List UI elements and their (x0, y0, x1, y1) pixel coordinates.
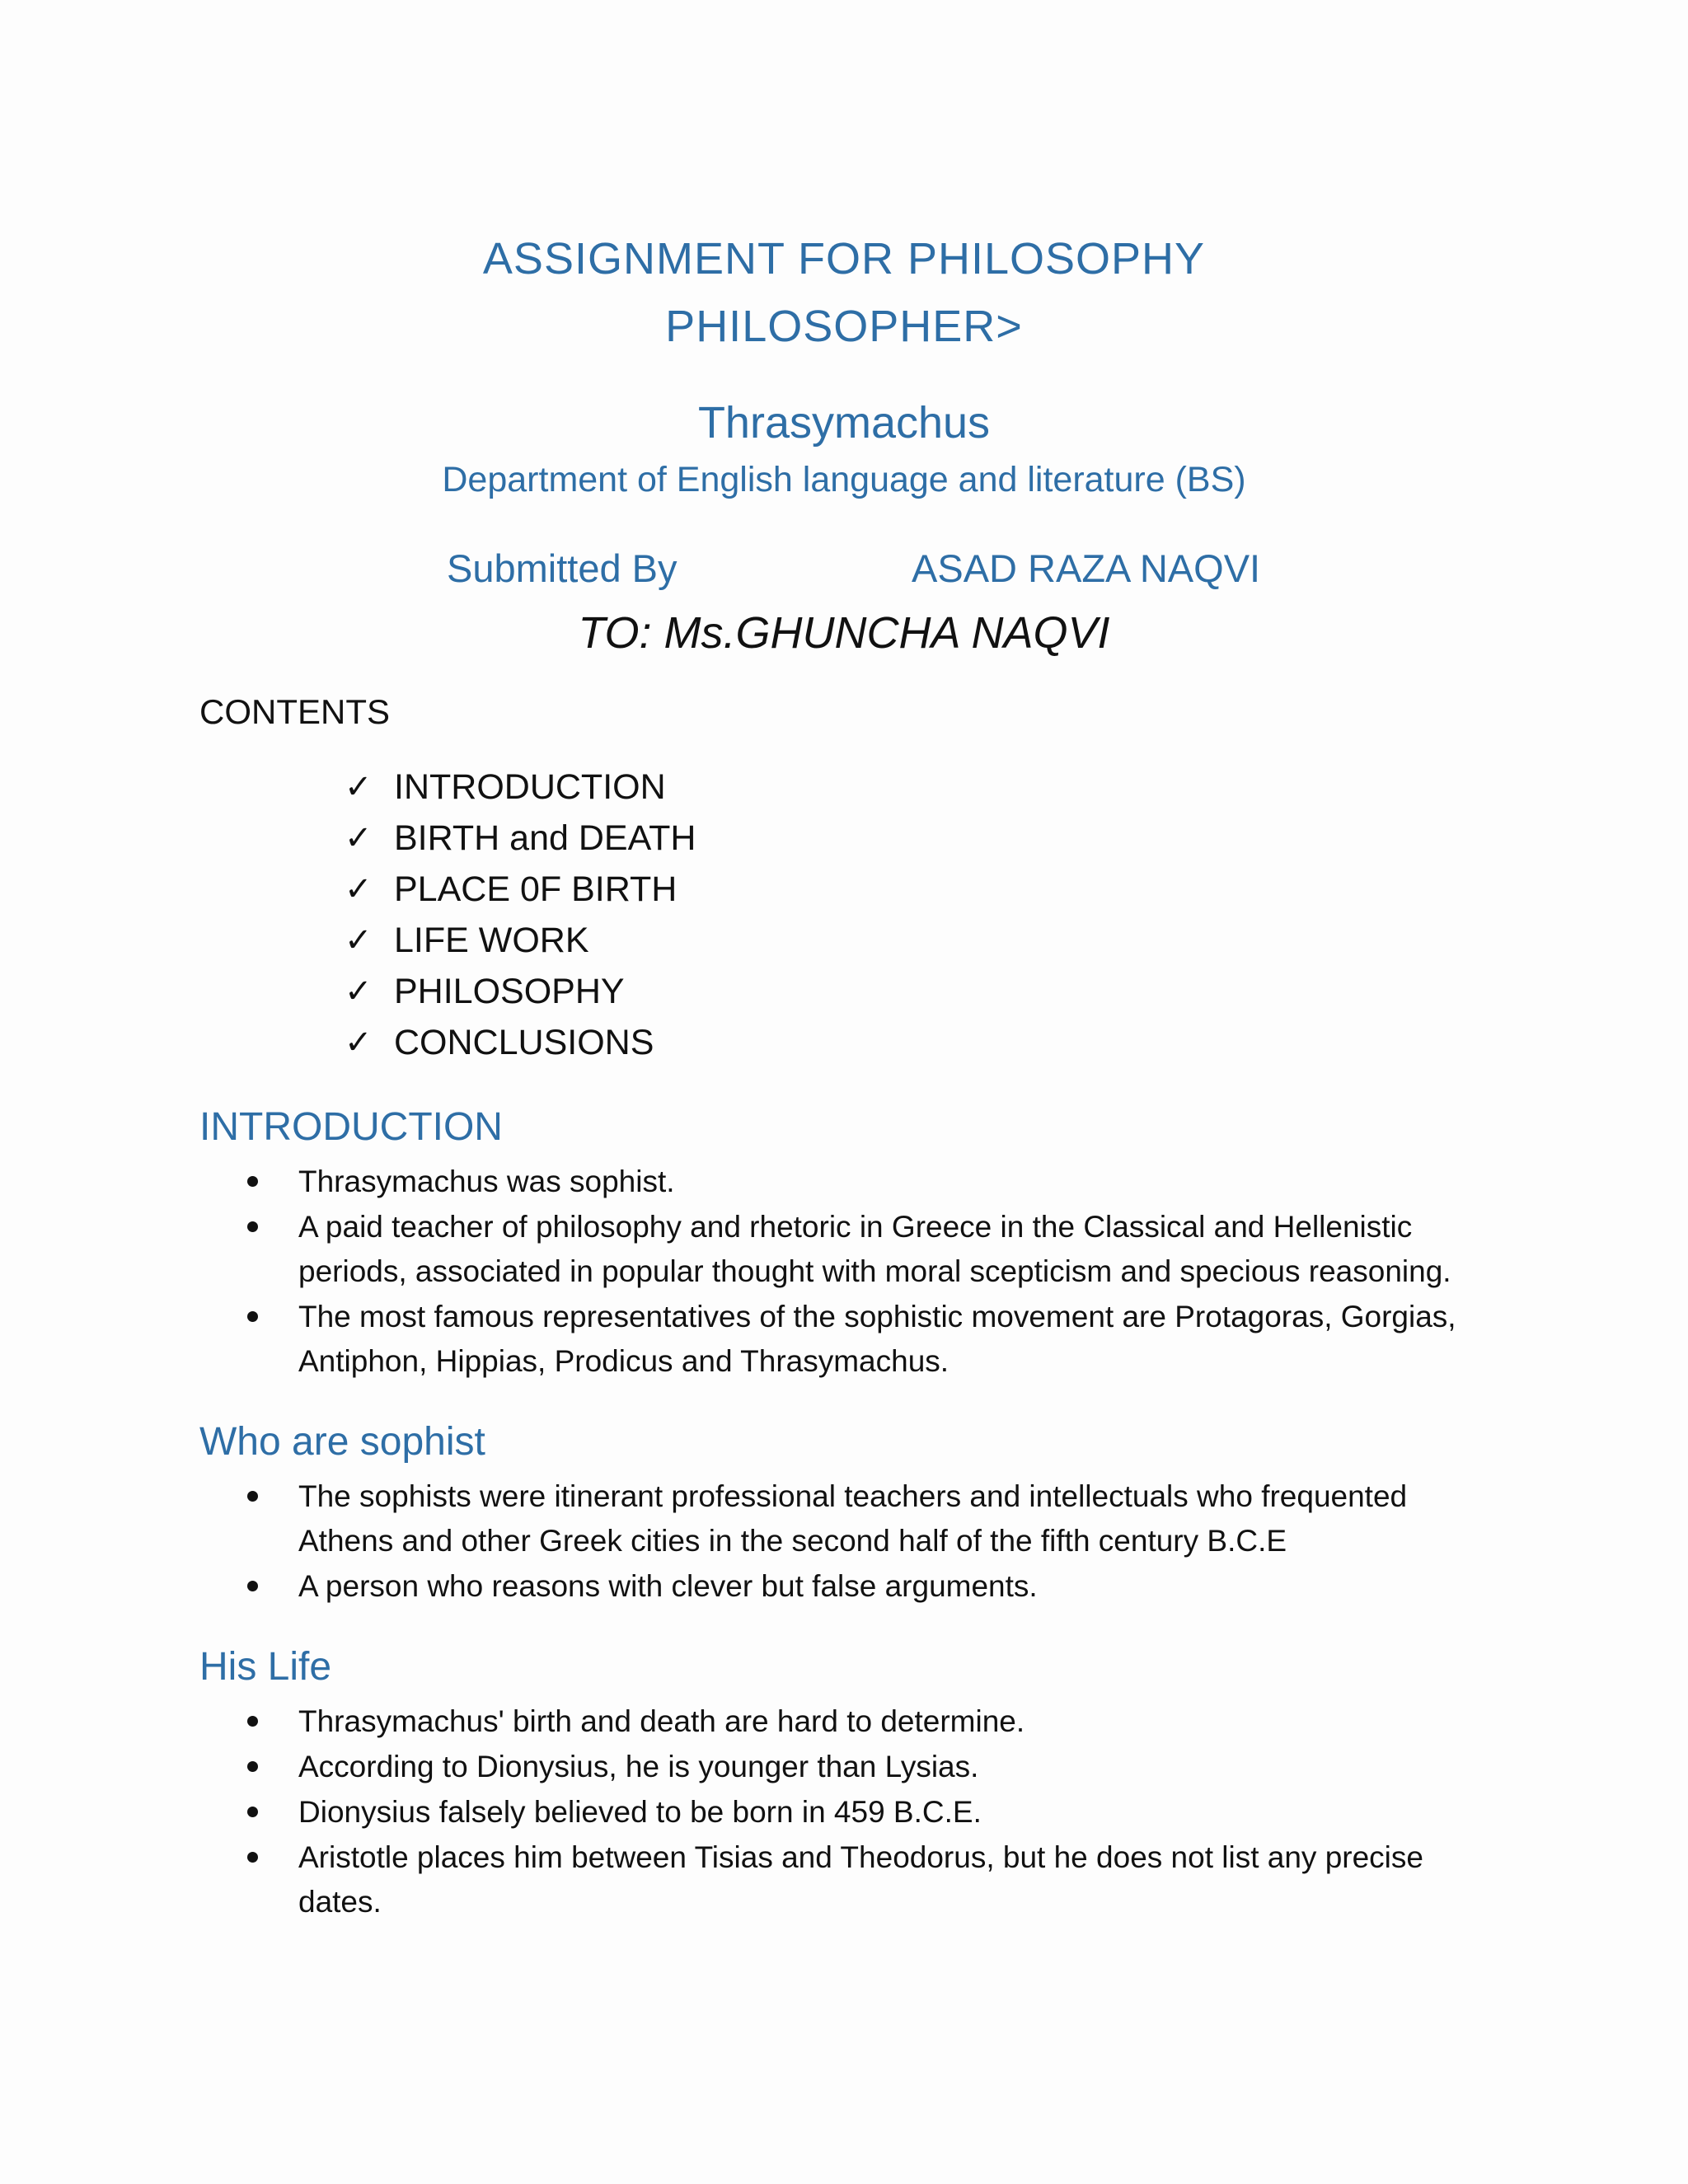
contents-item (345, 915, 696, 966)
submitted-to-line: TO: Ms.GHUNCHA NAQVI (578, 608, 1110, 658)
bullet-icon (247, 1852, 258, 1863)
list-item (247, 1790, 1484, 1835)
bullet-icon (247, 1807, 258, 1817)
philosopher-name: Thrasymachus (697, 398, 991, 448)
bullet-icon (247, 1716, 258, 1727)
list-item (247, 1160, 1484, 1204)
bullet-text: The sophists were itinerant professional teachers and intellectuals who frequented Athens and other Greek cities in the second half of the fifth century B.C.E (298, 1479, 1408, 1558)
list-item (247, 1474, 1484, 1563)
bullet-text: The most famous representatives of the sophistic movement are Protagoras, Gorgias, Antiphon, Hippias, Prodicus and Thrasymachus. (298, 1300, 1456, 1378)
list-item (247, 1699, 1484, 1744)
bullet-text: Thrasymachus was sophist. (298, 1165, 675, 1198)
contents-item-label: LIFE WORK (394, 920, 589, 960)
bullet-icon (247, 1581, 258, 1591)
checkmark-icon: ✓ (345, 820, 373, 856)
contents-item-label: BIRTH and DEATH (394, 818, 696, 858)
submitted-by-label: Submitted By (447, 546, 678, 590)
list-item (247, 1745, 1484, 1789)
contents-list (345, 762, 696, 1068)
his-life-heading: His Life (199, 1645, 332, 1689)
checkmark-icon: ✓ (345, 1024, 373, 1061)
contents-item (345, 762, 696, 813)
bullet-text: Aristotle places him between Tisias and Theodorus, but he does not list any precise dates. (298, 1840, 1423, 1919)
who-are-sophist-heading: Who are sophist (199, 1420, 485, 1464)
bullet-text: Thrasymachus' birth and death are hard to determine. (298, 1704, 1025, 1738)
contents-heading: CONTENTS (199, 692, 390, 731)
philosopher-label: PHILOSOPHER> (665, 302, 1023, 351)
list-item (247, 1295, 1484, 1384)
contents-item (345, 966, 696, 1017)
assignment-title: ASSIGNMENT FOR PHILOSOPHY (482, 234, 1206, 284)
bullet-icon (247, 1311, 258, 1322)
contents-item-label: CONCLUSIONS (394, 1022, 654, 1062)
who-are-sophist-bullets (247, 1474, 1484, 1610)
introduction-heading: INTRODUCTION (199, 1105, 503, 1149)
bullet-text: According to Dionysius, he is younger than Lysias. (298, 1750, 979, 1783)
contents-item-label: PHILOSOPHY (394, 971, 625, 1011)
department-line: Department of English language and literature (BS) (442, 460, 1246, 499)
list-item (247, 1835, 1484, 1924)
contents-item-label: INTRODUCTION (394, 766, 666, 807)
bullet-icon (247, 1761, 258, 1772)
contents-item-label: PLACE 0F BIRTH (394, 869, 678, 909)
checkmark-icon: ✓ (345, 922, 373, 958)
his-life-bullets (247, 1699, 1484, 1925)
bullet-text: Dionysius falsely believed to be born in 459 B.C.E. (298, 1795, 982, 1829)
introduction-bullets (247, 1160, 1484, 1385)
checkmark-icon: ✓ (345, 871, 373, 907)
contents-item (345, 864, 696, 915)
bullet-text: A person who reasons with clever but false arguments. (298, 1569, 1038, 1603)
bullet-icon (247, 1491, 258, 1502)
list-item (247, 1205, 1484, 1294)
bullet-icon (247, 1221, 258, 1232)
list-item (247, 1564, 1484, 1609)
submitted-by-name: ASAD RAZA NAQVI (912, 546, 1261, 590)
bullet-text: A paid teacher of philosophy and rhetoric in Greece in the Classical and Hellenistic periods, associated in popular thought with moral scepticism and specious reasoning. (298, 1210, 1451, 1288)
checkmark-icon: ✓ (345, 973, 373, 1010)
contents-item (345, 813, 696, 864)
contents-item (345, 1017, 696, 1068)
checkmark-icon: ✓ (345, 769, 373, 805)
bullet-icon (247, 1176, 258, 1187)
